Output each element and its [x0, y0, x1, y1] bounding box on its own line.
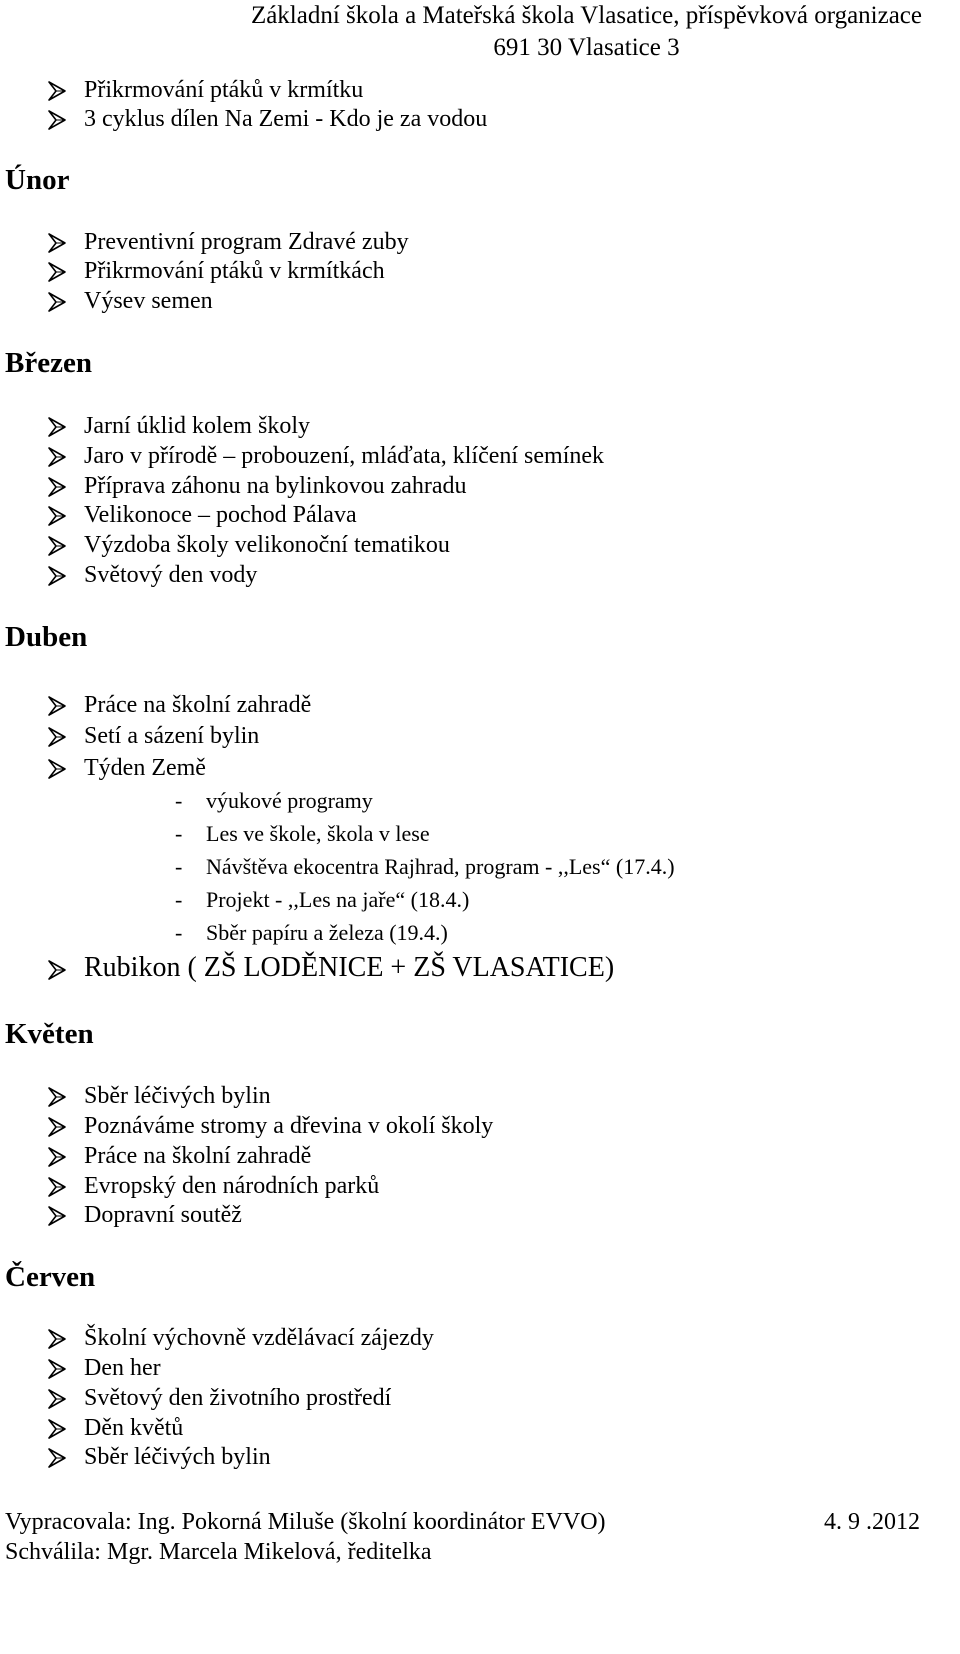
- list-item: [46, 753, 206, 783]
- list-item: [46, 721, 259, 751]
- dash-bullet: -: [175, 887, 183, 912]
- list-item: [46, 227, 409, 257]
- arrowhead-bullet-icon: [46, 726, 84, 748]
- arrowhead-bullet-icon: [46, 565, 84, 587]
- arrowhead-bullet-icon: [46, 1176, 84, 1198]
- list-item: [46, 104, 487, 134]
- list-item: [46, 530, 450, 560]
- arrowhead-bullet-icon: [46, 80, 84, 102]
- list-item-text: Práce na školní zahradě: [84, 1143, 312, 1169]
- list-item: [46, 1081, 271, 1111]
- arrowhead-bullet-icon: [46, 1086, 84, 1108]
- list-item: [46, 560, 257, 590]
- sub-list-item-text: Les ve škole, škola v lese: [206, 821, 430, 846]
- list-item: [46, 1171, 379, 1201]
- dash-bullet: -: [175, 854, 183, 879]
- month-heading: Květen: [5, 1018, 94, 1050]
- sub-list-item-text: výukové programy: [206, 788, 373, 813]
- list-item: [46, 441, 604, 471]
- arrowhead-bullet-icon: [46, 1358, 84, 1380]
- sub-list-item: [175, 787, 373, 815]
- arrowhead-bullet-icon: [46, 695, 84, 717]
- list-item-text: Evropský den národních parků: [84, 1173, 380, 1199]
- dash-bullet: -: [175, 821, 183, 846]
- footer-prepared-by: Vypracovala: Ing. Pokorná Miluše (školní koordinátor EVVO): [5, 1509, 606, 1535]
- list-item-text: Školní výchovně vzdělávací zájezdy: [84, 1325, 434, 1351]
- arrowhead-bullet-icon: [46, 446, 84, 468]
- list-item-text: Výsev semen: [84, 288, 213, 314]
- list-item-text: Jaro v přírodě – probouzení, mláďata, klíčení semínek: [84, 443, 605, 469]
- month-heading: Duben: [5, 621, 88, 653]
- list-item: [46, 1323, 434, 1353]
- arrowhead-bullet-icon: [46, 261, 84, 283]
- list-item: [46, 1383, 391, 1413]
- list-item: [46, 286, 213, 316]
- sub-list-item: [175, 886, 469, 914]
- list-item: [46, 256, 385, 286]
- list-item-text: Den her: [84, 1355, 161, 1381]
- arrowhead-bullet-icon: [46, 109, 84, 131]
- list-item: [46, 75, 363, 105]
- arrowhead-bullet-icon: [46, 1418, 84, 1440]
- list-item-text: Sběr léčivých bylin: [84, 1083, 271, 1109]
- list-item-text: Setí a sázení bylin: [84, 723, 260, 749]
- list-item: [46, 951, 614, 985]
- list-item-text: Jarní úklid kolem školy: [84, 413, 310, 439]
- list-item-text: Světový den životního prostředí: [84, 1385, 392, 1411]
- sub-list-item-text: Projekt - ,,Les na jaře“ (18.4.): [206, 887, 470, 912]
- dash-bullet: -: [175, 920, 183, 945]
- school-address: 691 30 Vlasatice 3: [493, 34, 680, 61]
- list-item-text: Děn květů: [84, 1415, 184, 1441]
- arrowhead-bullet-icon: [46, 416, 84, 438]
- arrowhead-bullet-icon: [46, 1146, 84, 1168]
- arrowhead-bullet-icon: [46, 535, 84, 557]
- document-header: [251, 0, 922, 64]
- month-heading: Březen: [5, 347, 92, 379]
- list-item: [46, 1111, 493, 1141]
- list-item-text: Příprava záhonu na bylinkovou zahradu: [84, 473, 467, 499]
- list-item: [46, 690, 311, 720]
- school-name: Základní škola a Mateřská škola Vlasatice, příspěvková organizace: [250, 2, 922, 29]
- footer-date: 4. 9 .2012: [824, 1509, 920, 1535]
- list-item-text: Dopravní soutěž: [84, 1202, 242, 1228]
- arrowhead-bullet-icon: [46, 232, 84, 254]
- sub-list-item: [175, 919, 448, 947]
- arrowhead-bullet-icon: [46, 1205, 84, 1227]
- list-item: [46, 1141, 311, 1171]
- list-item-text: 3 cyklus dílen Na Zemi - Kdo je za vodou: [84, 106, 488, 132]
- arrowhead-bullet-icon: [46, 1388, 84, 1410]
- arrowhead-bullet-icon: [46, 1447, 84, 1469]
- arrowhead-bullet-icon: [46, 505, 84, 527]
- list-item-text: Výzdoba školy velikonoční tematikou: [84, 532, 450, 558]
- list-item-text: Práce na školní zahradě: [84, 692, 312, 718]
- arrowhead-bullet-icon: [46, 476, 84, 498]
- list-item: [46, 411, 310, 441]
- arrowhead-bullet-icon: [46, 291, 84, 313]
- list-item-text: Světový den vody: [84, 562, 258, 588]
- list-item: [46, 1442, 271, 1472]
- list-item: [46, 1413, 183, 1443]
- arrowhead-bullet-icon: [46, 1116, 84, 1138]
- list-item-text: Rubikon ( ZŠ LODĚNICE + ZŠ VLASATICE): [84, 952, 615, 983]
- list-item-text: Sběr léčivých bylin: [84, 1444, 271, 1470]
- arrowhead-bullet-icon: [46, 758, 84, 780]
- list-item-text: Přikrmování ptáků v krmítku: [84, 77, 364, 103]
- sub-list-item: [175, 820, 430, 848]
- list-item: [46, 1353, 161, 1383]
- list-item-text: Velikonoce – pochod Pálava: [84, 502, 357, 528]
- list-item: [46, 471, 467, 501]
- footer-approved-by: Schválila: Mgr. Marcela Mikelová, ředitelka: [5, 1539, 432, 1565]
- list-item-text: Poznáváme stromy a dřevina v okolí školy: [84, 1113, 494, 1139]
- month-heading: Únor: [5, 164, 70, 196]
- month-heading: Červen: [5, 1261, 96, 1293]
- sub-list-item-text: Návštěva ekocentra Rajhrad, program - ,,Les“ (17.4.): [206, 854, 675, 879]
- list-item-text: Preventivní program Zdravé zuby: [84, 229, 409, 255]
- arrowhead-bullet-icon: [46, 959, 84, 981]
- dash-bullet: -: [175, 788, 183, 813]
- sub-list-item: [175, 853, 675, 881]
- list-item-text: Týden Země: [84, 755, 206, 781]
- list-item: [46, 500, 357, 530]
- list-item-text: Přikrmování ptáků v krmítkách: [84, 258, 385, 284]
- sub-list-item-text: Sběr papíru a železa (19.4.): [206, 920, 448, 945]
- list-item: [46, 1200, 242, 1230]
- arrowhead-bullet-icon: [46, 1328, 84, 1350]
